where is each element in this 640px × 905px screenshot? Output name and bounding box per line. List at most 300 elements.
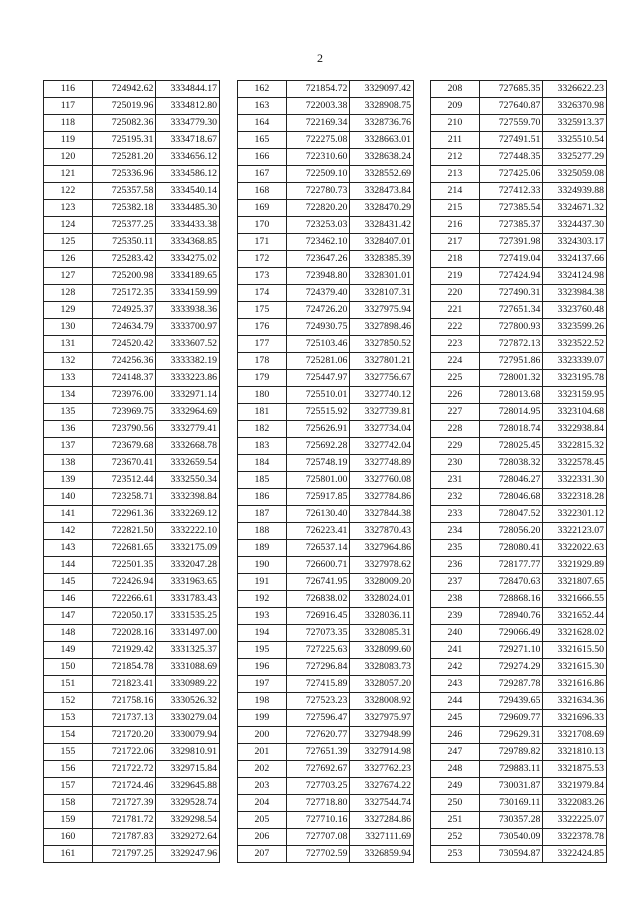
table-row [431, 438, 607, 455]
point-number-cell: 151 [44, 676, 93, 693]
table-row [238, 268, 414, 285]
x-coordinate-cell: 722509.10 [286, 166, 350, 183]
point-number-cell: 247 [431, 744, 480, 761]
point-number-cell: 124 [44, 217, 93, 234]
table-row [44, 166, 220, 183]
table-row [44, 370, 220, 387]
y-coordinate-cell: 3328407.01 [350, 234, 414, 251]
x-coordinate-cell: 729271.10 [479, 642, 543, 659]
x-coordinate-cell: 728046.68 [479, 489, 543, 506]
y-coordinate-cell: 3328431.42 [350, 217, 414, 234]
point-number-cell: 224 [431, 353, 480, 370]
table-row [431, 506, 607, 523]
point-number-cell: 188 [238, 523, 287, 540]
y-coordinate-cell: 3328085.31 [350, 625, 414, 642]
table-row [431, 336, 607, 353]
y-coordinate-cell: 3324124.98 [543, 268, 607, 285]
point-number-cell: 190 [238, 557, 287, 574]
point-number-cell: 249 [431, 778, 480, 795]
x-coordinate-cell: 725281.20 [92, 149, 156, 166]
y-coordinate-cell: 3327850.52 [350, 336, 414, 353]
point-number-cell: 227 [431, 404, 480, 421]
point-number-cell: 153 [44, 710, 93, 727]
table-row [44, 98, 220, 115]
table-row [431, 591, 607, 608]
table-row [431, 693, 607, 710]
point-number-cell: 178 [238, 353, 287, 370]
table-row [44, 489, 220, 506]
table-row [431, 234, 607, 251]
point-number-cell: 156 [44, 761, 93, 778]
y-coordinate-cell: 3332047.28 [156, 557, 220, 574]
table-row [431, 744, 607, 761]
y-coordinate-cell: 3321634.36 [543, 693, 607, 710]
x-coordinate-cell: 727640.87 [479, 98, 543, 115]
x-coordinate-cell: 726916.45 [286, 608, 350, 625]
point-number-cell: 241 [431, 642, 480, 659]
x-coordinate-cell: 721854.78 [92, 659, 156, 676]
table-row [431, 642, 607, 659]
x-coordinate-cell: 725172.35 [92, 285, 156, 302]
y-coordinate-cell: 3334433.38 [156, 217, 220, 234]
point-number-cell: 201 [238, 744, 287, 761]
table-row [238, 115, 414, 132]
y-coordinate-cell: 3321875.53 [543, 761, 607, 778]
point-number-cell: 242 [431, 659, 480, 676]
x-coordinate-cell: 727685.35 [479, 81, 543, 98]
point-number-cell: 145 [44, 574, 93, 591]
point-number-cell: 118 [44, 115, 93, 132]
table-row [431, 387, 607, 404]
x-coordinate-cell: 727523.23 [286, 693, 350, 710]
point-number-cell: 121 [44, 166, 93, 183]
y-coordinate-cell: 3321652.44 [543, 608, 607, 625]
point-number-cell: 182 [238, 421, 287, 438]
y-coordinate-cell: 3327756.67 [350, 370, 414, 387]
y-coordinate-cell: 3321615.50 [543, 642, 607, 659]
point-number-cell: 187 [238, 506, 287, 523]
table-row [238, 523, 414, 540]
x-coordinate-cell: 722028.16 [92, 625, 156, 642]
point-number-cell: 244 [431, 693, 480, 710]
point-number-cell: 197 [238, 676, 287, 693]
y-coordinate-cell: 3328024.01 [350, 591, 414, 608]
x-coordinate-cell: 727490.31 [479, 285, 543, 302]
point-number-cell: 181 [238, 404, 287, 421]
y-coordinate-cell: 3328736.76 [350, 115, 414, 132]
table-row [431, 727, 607, 744]
point-number-cell: 202 [238, 761, 287, 778]
y-coordinate-cell: 3322083.26 [543, 795, 607, 812]
y-coordinate-cell: 3331963.65 [156, 574, 220, 591]
point-number-cell: 150 [44, 659, 93, 676]
y-coordinate-cell: 3329097.42 [350, 81, 414, 98]
x-coordinate-cell: 725692.28 [286, 438, 350, 455]
point-number-cell: 189 [238, 540, 287, 557]
y-coordinate-cell: 3325510.54 [543, 132, 607, 149]
y-coordinate-cell: 3327544.74 [350, 795, 414, 812]
table-row [44, 557, 220, 574]
table-row [44, 608, 220, 625]
point-number-cell: 175 [238, 302, 287, 319]
y-coordinate-cell: 3328099.60 [350, 642, 414, 659]
x-coordinate-cell: 728038.32 [479, 455, 543, 472]
point-number-cell: 131 [44, 336, 93, 353]
x-coordinate-cell: 728025.45 [479, 438, 543, 455]
point-number-cell: 198 [238, 693, 287, 710]
table-row [44, 506, 220, 523]
point-number-cell: 230 [431, 455, 480, 472]
point-number-cell: 140 [44, 489, 93, 506]
x-coordinate-cell: 722275.08 [286, 132, 350, 149]
y-coordinate-cell: 3328908.75 [350, 98, 414, 115]
y-coordinate-cell: 3330526.32 [156, 693, 220, 710]
y-coordinate-cell: 3327801.21 [350, 353, 414, 370]
y-coordinate-cell: 3323195.78 [543, 370, 607, 387]
table-row [431, 557, 607, 574]
x-coordinate-cell: 730031.87 [479, 778, 543, 795]
x-coordinate-cell: 724925.37 [92, 302, 156, 319]
point-number-cell: 192 [238, 591, 287, 608]
point-number-cell: 240 [431, 625, 480, 642]
point-number-cell: 252 [431, 829, 480, 846]
x-coordinate-cell: 728014.95 [479, 404, 543, 421]
x-coordinate-cell: 721787.83 [92, 829, 156, 846]
table-row [44, 302, 220, 319]
point-number-cell: 200 [238, 727, 287, 744]
table-row [44, 149, 220, 166]
x-coordinate-cell: 728047.52 [479, 506, 543, 523]
table-row [431, 404, 607, 421]
x-coordinate-cell: 728470.63 [479, 574, 543, 591]
x-coordinate-cell: 728177.77 [479, 557, 543, 574]
point-number-cell: 177 [238, 336, 287, 353]
point-number-cell: 174 [238, 285, 287, 302]
table-row [44, 846, 220, 863]
point-number-cell: 128 [44, 285, 93, 302]
x-coordinate-cell: 725357.58 [92, 183, 156, 200]
table-row [44, 710, 220, 727]
y-coordinate-cell: 3327975.94 [350, 302, 414, 319]
x-coordinate-cell: 727415.89 [286, 676, 350, 693]
x-coordinate-cell: 725801.00 [286, 472, 350, 489]
y-coordinate-cell: 3329298.54 [156, 812, 220, 829]
y-coordinate-cell: 3332269.12 [156, 506, 220, 523]
point-number-cell: 223 [431, 336, 480, 353]
table-row [238, 795, 414, 812]
point-number-cell: 234 [431, 523, 480, 540]
y-coordinate-cell: 3321628.02 [543, 625, 607, 642]
x-coordinate-cell: 723462.10 [286, 234, 350, 251]
y-coordinate-cell: 3331535.25 [156, 608, 220, 625]
table-row [238, 710, 414, 727]
x-coordinate-cell: 721727.39 [92, 795, 156, 812]
y-coordinate-cell: 3334718.67 [156, 132, 220, 149]
x-coordinate-cell: 721724.46 [92, 778, 156, 795]
x-coordinate-cell: 722050.17 [92, 608, 156, 625]
table-row [238, 302, 414, 319]
point-number-cell: 176 [238, 319, 287, 336]
y-coordinate-cell: 3322318.28 [543, 489, 607, 506]
x-coordinate-cell: 727596.47 [286, 710, 350, 727]
y-coordinate-cell: 3329810.91 [156, 744, 220, 761]
x-coordinate-cell: 721929.42 [92, 642, 156, 659]
table-row [431, 98, 607, 115]
table-row [431, 778, 607, 795]
x-coordinate-cell: 725748.19 [286, 455, 350, 472]
table-row [238, 812, 414, 829]
y-coordinate-cell: 3327734.04 [350, 421, 414, 438]
y-coordinate-cell: 3324437.30 [543, 217, 607, 234]
point-number-cell: 130 [44, 319, 93, 336]
point-number-cell: 147 [44, 608, 93, 625]
point-number-cell: 173 [238, 268, 287, 285]
y-coordinate-cell: 3322578.45 [543, 455, 607, 472]
point-number-cell: 155 [44, 744, 93, 761]
point-number-cell: 208 [431, 81, 480, 98]
x-coordinate-cell: 728001.32 [479, 370, 543, 387]
x-coordinate-cell: 727391.98 [479, 234, 543, 251]
y-coordinate-cell: 3328552.69 [350, 166, 414, 183]
point-number-cell: 164 [238, 115, 287, 132]
y-coordinate-cell: 3328470.29 [350, 200, 414, 217]
y-coordinate-cell: 3327948.99 [350, 727, 414, 744]
point-number-cell: 169 [238, 200, 287, 217]
point-number-cell: 135 [44, 404, 93, 421]
y-coordinate-cell: 3324671.32 [543, 200, 607, 217]
x-coordinate-cell: 724520.42 [92, 336, 156, 353]
table-row [238, 285, 414, 302]
table-row [431, 115, 607, 132]
y-coordinate-cell: 3322331.30 [543, 472, 607, 489]
x-coordinate-cell: 722780.73 [286, 183, 350, 200]
x-coordinate-cell: 729609.77 [479, 710, 543, 727]
x-coordinate-cell: 724256.36 [92, 353, 156, 370]
x-coordinate-cell: 727800.93 [479, 319, 543, 336]
x-coordinate-cell: 726600.71 [286, 557, 350, 574]
point-number-cell: 159 [44, 812, 93, 829]
x-coordinate-cell: 726537.14 [286, 540, 350, 557]
x-coordinate-cell: 725336.96 [92, 166, 156, 183]
x-coordinate-cell: 725447.97 [286, 370, 350, 387]
table-row [431, 149, 607, 166]
point-number-cell: 213 [431, 166, 480, 183]
coordinate-table-1 [43, 80, 220, 863]
point-number-cell: 142 [44, 523, 93, 540]
table-row [431, 523, 607, 540]
y-coordinate-cell: 3334779.30 [156, 115, 220, 132]
y-coordinate-cell: 3327674.22 [350, 778, 414, 795]
point-number-cell: 194 [238, 625, 287, 642]
y-coordinate-cell: 3325059.08 [543, 166, 607, 183]
y-coordinate-cell: 3321708.69 [543, 727, 607, 744]
table-row [44, 353, 220, 370]
x-coordinate-cell: 725195.31 [92, 132, 156, 149]
y-coordinate-cell: 3325913.37 [543, 115, 607, 132]
point-number-cell: 243 [431, 676, 480, 693]
point-number-cell: 132 [44, 353, 93, 370]
y-coordinate-cell: 3327975.97 [350, 710, 414, 727]
table-row [44, 217, 220, 234]
x-coordinate-cell: 726838.02 [286, 591, 350, 608]
point-number-cell: 160 [44, 829, 93, 846]
x-coordinate-cell: 726741.95 [286, 574, 350, 591]
point-number-cell: 205 [238, 812, 287, 829]
x-coordinate-cell: 728080.41 [479, 540, 543, 557]
x-coordinate-cell: 729066.49 [479, 625, 543, 642]
table-row [44, 642, 220, 659]
x-coordinate-cell: 729789.82 [479, 744, 543, 761]
point-number-cell: 143 [44, 540, 93, 557]
point-number-cell: 195 [238, 642, 287, 659]
y-coordinate-cell: 3327111.69 [350, 829, 414, 846]
x-coordinate-cell: 727425.06 [479, 166, 543, 183]
point-number-cell: 171 [238, 234, 287, 251]
point-number-cell: 126 [44, 251, 93, 268]
y-coordinate-cell: 3328301.01 [350, 268, 414, 285]
point-number-cell: 212 [431, 149, 480, 166]
x-coordinate-cell: 721758.16 [92, 693, 156, 710]
table-row [44, 523, 220, 540]
y-coordinate-cell: 3327284.86 [350, 812, 414, 829]
point-number-cell: 162 [238, 81, 287, 98]
y-coordinate-cell: 3321666.55 [543, 591, 607, 608]
table-row [238, 336, 414, 353]
point-number-cell: 220 [431, 285, 480, 302]
y-coordinate-cell: 3327914.98 [350, 744, 414, 761]
table-row [431, 302, 607, 319]
y-coordinate-cell: 3327784.86 [350, 489, 414, 506]
table-row [44, 387, 220, 404]
y-coordinate-cell: 3332971.14 [156, 387, 220, 404]
y-coordinate-cell: 3321616.86 [543, 676, 607, 693]
table-row [44, 285, 220, 302]
x-coordinate-cell: 721722.72 [92, 761, 156, 778]
x-coordinate-cell: 728018.74 [479, 421, 543, 438]
y-coordinate-cell: 3324137.66 [543, 251, 607, 268]
table-row [44, 81, 220, 98]
x-coordinate-cell: 727702.59 [286, 846, 350, 863]
point-number-cell: 129 [44, 302, 93, 319]
y-coordinate-cell: 3327740.12 [350, 387, 414, 404]
x-coordinate-cell: 727703.25 [286, 778, 350, 795]
y-coordinate-cell: 3328663.01 [350, 132, 414, 149]
table-row [431, 676, 607, 693]
x-coordinate-cell: 722681.65 [92, 540, 156, 557]
table-row [431, 625, 607, 642]
point-number-cell: 183 [238, 438, 287, 455]
x-coordinate-cell: 724942.62 [92, 81, 156, 98]
point-number-cell: 119 [44, 132, 93, 149]
table-row [238, 251, 414, 268]
table-row [431, 217, 607, 234]
y-coordinate-cell: 3321810.13 [543, 744, 607, 761]
table-row [44, 472, 220, 489]
table-row [44, 115, 220, 132]
y-coordinate-cell: 3331497.00 [156, 625, 220, 642]
y-coordinate-cell: 3334656.12 [156, 149, 220, 166]
y-coordinate-cell: 3332964.69 [156, 404, 220, 421]
point-number-cell: 211 [431, 132, 480, 149]
x-coordinate-cell: 727419.04 [479, 251, 543, 268]
x-coordinate-cell: 725281.06 [286, 353, 350, 370]
x-coordinate-cell: 721823.41 [92, 676, 156, 693]
point-number-cell: 179 [238, 370, 287, 387]
x-coordinate-cell: 727707.08 [286, 829, 350, 846]
table-row [44, 676, 220, 693]
point-number-cell: 250 [431, 795, 480, 812]
x-coordinate-cell: 725103.46 [286, 336, 350, 353]
y-coordinate-cell: 3326622.23 [543, 81, 607, 98]
table-row [44, 336, 220, 353]
table-row [238, 217, 414, 234]
y-coordinate-cell: 3333382.19 [156, 353, 220, 370]
x-coordinate-cell: 727385.54 [479, 200, 543, 217]
y-coordinate-cell: 3331783.43 [156, 591, 220, 608]
y-coordinate-cell: 3321696.33 [543, 710, 607, 727]
y-coordinate-cell: 3332668.78 [156, 438, 220, 455]
y-coordinate-cell: 3334844.17 [156, 81, 220, 98]
table-row [238, 353, 414, 370]
point-number-cell: 149 [44, 642, 93, 659]
y-coordinate-cell: 3322815.32 [543, 438, 607, 455]
point-number-cell: 191 [238, 574, 287, 591]
y-coordinate-cell: 3327964.86 [350, 540, 414, 557]
y-coordinate-cell: 3332659.54 [156, 455, 220, 472]
x-coordinate-cell: 727692.67 [286, 761, 350, 778]
x-coordinate-cell: 724634.79 [92, 319, 156, 336]
table-row [44, 625, 220, 642]
table-row [431, 353, 607, 370]
table-row [44, 693, 220, 710]
point-number-cell: 225 [431, 370, 480, 387]
y-coordinate-cell: 3332550.34 [156, 472, 220, 489]
table-row [238, 472, 414, 489]
x-coordinate-cell: 723670.41 [92, 455, 156, 472]
table-row [431, 319, 607, 336]
y-coordinate-cell: 3321807.65 [543, 574, 607, 591]
y-coordinate-cell: 3328385.39 [350, 251, 414, 268]
x-coordinate-cell: 727448.35 [479, 149, 543, 166]
point-number-cell: 123 [44, 200, 93, 217]
point-number-cell: 228 [431, 421, 480, 438]
point-number-cell: 203 [238, 778, 287, 795]
y-coordinate-cell: 3328083.73 [350, 659, 414, 676]
x-coordinate-cell: 725917.85 [286, 489, 350, 506]
point-number-cell: 238 [431, 591, 480, 608]
table-row [238, 846, 414, 863]
point-number-cell: 229 [431, 438, 480, 455]
point-number-cell: 125 [44, 234, 93, 251]
table-row [238, 404, 414, 421]
point-number-cell: 168 [238, 183, 287, 200]
table-row [238, 557, 414, 574]
table-row [44, 455, 220, 472]
x-coordinate-cell: 725350.11 [92, 234, 156, 251]
y-coordinate-cell: 3332779.41 [156, 421, 220, 438]
y-coordinate-cell: 3321929.89 [543, 557, 607, 574]
point-number-cell: 165 [238, 132, 287, 149]
table-row [238, 183, 414, 200]
y-coordinate-cell: 3322225.07 [543, 812, 607, 829]
point-number-cell: 117 [44, 98, 93, 115]
x-coordinate-cell: 730594.87 [479, 846, 543, 863]
y-coordinate-cell: 3327898.46 [350, 319, 414, 336]
y-coordinate-cell: 3334189.65 [156, 268, 220, 285]
table-row [238, 370, 414, 387]
table-row [431, 574, 607, 591]
table-row [44, 319, 220, 336]
